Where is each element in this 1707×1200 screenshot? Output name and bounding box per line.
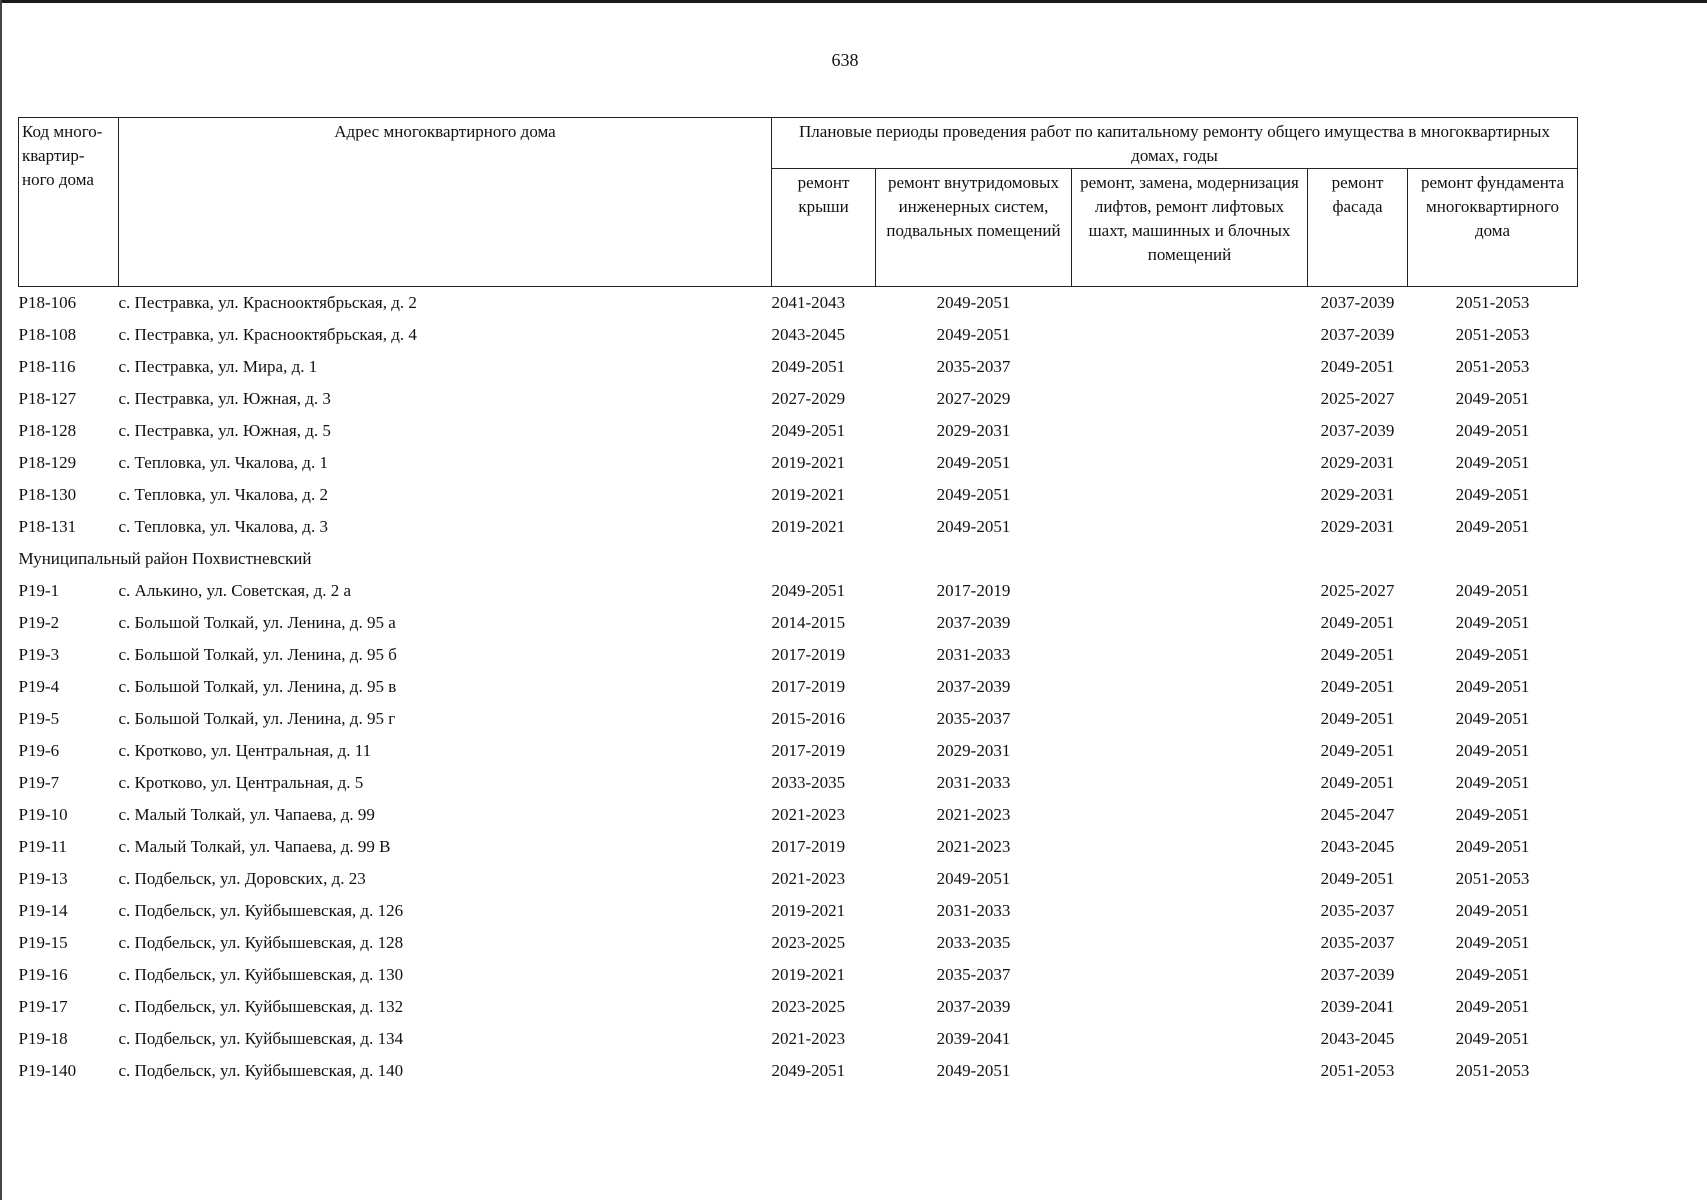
cell-foundation: 2049-2051 — [1455, 645, 1530, 664]
cell-foundation: 2049-2051 — [1455, 773, 1530, 792]
table-row — [19, 479, 1578, 511]
cell-facade: 2035-2037 — [1320, 901, 1395, 920]
scan-frame-top — [0, 0, 1707, 3]
cell-code: Р19-5 — [18, 709, 60, 728]
cell-address: с. Подбельск, ул. Доровских, д. 23 — [118, 869, 366, 888]
cell-elevators — [1072, 863, 1308, 895]
table-row — [19, 639, 1578, 671]
cell-facade: 2049-2051 — [1320, 613, 1395, 632]
cell-foundation: 2049-2051 — [1455, 805, 1530, 824]
cell-facade: 2029-2031 — [1320, 453, 1395, 472]
cell-code: Р19-2 — [18, 613, 60, 632]
cell-facade: 2025-2027 — [1320, 389, 1395, 408]
cell-code: Р18-106 — [18, 293, 77, 312]
table-row — [19, 351, 1578, 383]
cell-elevators — [1072, 447, 1308, 479]
cell-address: с. Кротково, ул. Центральная, д. 5 — [118, 773, 364, 792]
cell-facade: 2049-2051 — [1320, 645, 1395, 664]
cell-roof: 2017-2019 — [771, 677, 846, 696]
cell-systems: 2035-2037 — [936, 709, 1011, 728]
table-row — [19, 1055, 1578, 1087]
cell-roof: 2041-2043 — [771, 293, 846, 312]
cell-roof: 2017-2019 — [771, 837, 846, 856]
cell-foundation: 2051-2053 — [1455, 325, 1530, 344]
cell-foundation: 2049-2051 — [1455, 677, 1530, 696]
cell-code: Р19-4 — [18, 677, 60, 696]
section-row — [19, 543, 1578, 575]
cell-roof: 2019-2021 — [771, 485, 846, 504]
cell-roof: 2019-2021 — [771, 517, 846, 536]
cell-code: Р18-108 — [18, 325, 77, 344]
header-code: Код много-квартир-ного дома — [19, 118, 119, 287]
cell-facade: 2029-2031 — [1320, 517, 1395, 536]
cell-systems: 2027-2029 — [936, 389, 1011, 408]
cell-roof: 2033-2035 — [771, 773, 846, 792]
cell-facade: 2037-2039 — [1320, 421, 1395, 440]
cell-elevators — [1072, 927, 1308, 959]
cell-roof: 2027-2029 — [771, 389, 846, 408]
header-roof: ремонт крыши — [772, 169, 876, 287]
cell-roof: 2043-2045 — [771, 325, 846, 344]
cell-code: Р19-15 — [18, 933, 68, 952]
cell-code: Р18-116 — [18, 357, 76, 376]
header-elevators: ремонт, замена, модернизация лифтов, ремонт лифтовых шахт, машинных и блочных помещений — [1072, 169, 1308, 287]
cell-address: с. Подбельск, ул. Куйбышевская, д. 128 — [118, 933, 404, 952]
cell-elevators — [1072, 511, 1308, 543]
table-row — [19, 287, 1578, 320]
cell-code: Р19-1 — [18, 581, 60, 600]
cell-foundation: 2051-2053 — [1455, 293, 1530, 312]
cell-systems: 2037-2039 — [936, 677, 1011, 696]
cell-facade: 2049-2051 — [1320, 677, 1395, 696]
cell-elevators — [1072, 639, 1308, 671]
cell-elevators — [1072, 703, 1308, 735]
cell-foundation: 2049-2051 — [1455, 997, 1530, 1016]
cell-code: Р19-13 — [18, 869, 68, 888]
table-row — [19, 799, 1578, 831]
cell-roof: 2021-2023 — [771, 869, 846, 888]
cell-address: с. Подбельск, ул. Куйбышевская, д. 134 — [118, 1029, 404, 1048]
cell-foundation: 2049-2051 — [1455, 485, 1530, 504]
cell-elevators — [1072, 991, 1308, 1023]
cell-facade: 2045-2047 — [1320, 805, 1395, 824]
header-foundation: ремонт фундамента многоквартирного дома — [1408, 169, 1578, 287]
cell-facade: 2029-2031 — [1320, 485, 1395, 504]
cell-code: Р19-7 — [18, 773, 60, 792]
cell-facade: 2043-2045 — [1320, 1029, 1395, 1048]
cell-code: Р18-127 — [18, 389, 77, 408]
cell-systems: 2021-2023 — [936, 805, 1011, 824]
cell-roof: 2049-2051 — [771, 581, 846, 600]
cell-address: с. Пестравка, ул. Южная, д. 5 — [118, 421, 331, 440]
cell-address: с. Большой Толкай, ул. Ленина, д. 95 г — [118, 709, 396, 728]
cell-systems: 2037-2039 — [936, 613, 1011, 632]
cell-roof: 2049-2051 — [771, 1061, 846, 1080]
cell-address: с. Подбельск, ул. Куйбышевская, д. 126 — [118, 901, 404, 920]
header-facade: ремонт фасада — [1308, 169, 1408, 287]
cell-roof: 2021-2023 — [771, 805, 846, 824]
cell-address: с. Подбельск, ул. Куйбышевская, д. 140 — [118, 1061, 404, 1080]
cell-elevators — [1072, 767, 1308, 799]
table-row — [19, 511, 1578, 543]
cell-code: Р18-131 — [18, 517, 77, 536]
cell-code: Р19-3 — [18, 645, 60, 664]
table-section — [19, 543, 1578, 575]
cell-systems: 2031-2033 — [936, 773, 1011, 792]
cell-systems: 2029-2031 — [936, 421, 1011, 440]
cell-foundation: 2049-2051 — [1455, 421, 1530, 440]
cell-foundation: 2049-2051 — [1455, 709, 1530, 728]
cell-systems: 2049-2051 — [936, 453, 1011, 472]
cell-elevators — [1072, 895, 1308, 927]
cell-facade: 2049-2051 — [1320, 869, 1395, 888]
cell-address: с. Тепловка, ул. Чкалова, д. 2 — [118, 485, 328, 504]
cell-systems: 2017-2019 — [936, 581, 1011, 600]
cell-systems: 2049-2051 — [936, 293, 1011, 312]
table-row — [19, 447, 1578, 479]
table-row — [19, 383, 1578, 415]
table-row — [19, 767, 1578, 799]
cell-elevators — [1072, 959, 1308, 991]
cell-code: Р19-14 — [18, 901, 68, 920]
table-row — [19, 607, 1578, 639]
cell-code: Р18-128 — [18, 421, 77, 440]
cell-foundation: 2049-2051 — [1455, 741, 1530, 760]
cell-foundation: 2049-2051 — [1455, 517, 1530, 536]
table-row — [19, 575, 1578, 607]
cell-code: Р19-16 — [18, 965, 68, 984]
cell-address: с. Тепловка, ул. Чкалова, д. 1 — [118, 453, 328, 472]
cell-elevators — [1072, 479, 1308, 511]
table-row — [19, 895, 1578, 927]
cell-systems: 2029-2031 — [936, 741, 1011, 760]
cell-code: Р19-10 — [18, 805, 68, 824]
cell-systems: 2035-2037 — [936, 357, 1011, 376]
cell-foundation: 2049-2051 — [1455, 837, 1530, 856]
cell-code: Р18-130 — [18, 485, 77, 504]
cell-foundation: 2049-2051 — [1455, 389, 1530, 408]
cell-facade: 2043-2045 — [1320, 837, 1395, 856]
page-number: 638 — [831, 50, 859, 70]
header-address: Адрес многоквартирного дома — [119, 118, 772, 287]
cell-systems: 2033-2035 — [936, 933, 1011, 952]
cell-roof: 2019-2021 — [771, 965, 846, 984]
cell-foundation: 2051-2053 — [1455, 869, 1530, 888]
cell-address: с. Пестравка, ул. Южная, д. 3 — [118, 389, 331, 408]
cell-elevators — [1072, 383, 1308, 415]
cell-systems: 2039-2041 — [936, 1029, 1011, 1048]
cell-elevators — [1072, 735, 1308, 767]
table-row — [19, 671, 1578, 703]
cell-address: с. Кротково, ул. Центральная, д. 11 — [118, 741, 372, 760]
header-systems: ремонт внутридомовых инженерных систем, подвальных помещений — [876, 169, 1072, 287]
cell-systems: 2035-2037 — [936, 965, 1011, 984]
cell-roof: 2019-2021 — [771, 901, 846, 920]
cell-roof: 2014-2015 — [771, 613, 846, 632]
cell-facade: 2037-2039 — [1320, 325, 1395, 344]
table-row — [19, 415, 1578, 447]
cell-systems: 2049-2051 — [936, 869, 1011, 888]
cell-foundation: 2049-2051 — [1455, 933, 1530, 952]
table-row — [19, 959, 1578, 991]
cell-roof: 2017-2019 — [771, 741, 846, 760]
capital-repair-table — [18, 117, 1578, 1087]
cell-elevators — [1072, 831, 1308, 863]
cell-roof: 2021-2023 — [771, 1029, 846, 1048]
cell-systems: 2049-2051 — [936, 517, 1011, 536]
table-row — [19, 319, 1578, 351]
cell-foundation: 2051-2053 — [1455, 357, 1530, 376]
cell-elevators — [1072, 799, 1308, 831]
scan-frame-left — [0, 0, 2, 1200]
cell-foundation: 2049-2051 — [1455, 901, 1530, 920]
cell-address: с. Большой Толкай, ул. Ленина, д. 95 б — [118, 645, 397, 664]
cell-foundation: 2049-2051 — [1455, 1029, 1530, 1048]
cell-facade: 2039-2041 — [1320, 997, 1395, 1016]
cell-systems: 2031-2033 — [936, 645, 1011, 664]
cell-foundation: 2049-2051 — [1455, 453, 1530, 472]
cell-code: Р19-140 — [18, 1061, 77, 1080]
cell-facade: 2037-2039 — [1320, 293, 1395, 312]
cell-foundation: 2049-2051 — [1455, 613, 1530, 632]
table-body-group2 — [19, 575, 1578, 1087]
table-row — [19, 735, 1578, 767]
table-row — [19, 927, 1578, 959]
cell-elevators — [1072, 671, 1308, 703]
section-title: Муниципальный район Похвистневский — [18, 549, 312, 568]
cell-elevators — [1072, 607, 1308, 639]
cell-systems: 2037-2039 — [936, 997, 1011, 1016]
table-row — [19, 1023, 1578, 1055]
cell-facade: 2049-2051 — [1320, 773, 1395, 792]
cell-code: Р19-17 — [18, 997, 68, 1016]
cell-facade: 2049-2051 — [1320, 709, 1395, 728]
cell-systems: 2031-2033 — [936, 901, 1011, 920]
cell-address: с. Малый Толкай, ул. Чапаева, д. 99 — [118, 805, 375, 824]
table-row — [19, 703, 1578, 735]
cell-code: Р19-11 — [18, 837, 67, 856]
table-row — [19, 831, 1578, 863]
cell-code: Р18-129 — [18, 453, 77, 472]
cell-facade: 2035-2037 — [1320, 933, 1395, 952]
table-row — [19, 991, 1578, 1023]
cell-roof: 2017-2019 — [771, 645, 846, 664]
cell-elevators — [1072, 287, 1308, 320]
table-row — [19, 863, 1578, 895]
table-body-group1 — [19, 287, 1578, 544]
cell-roof: 2049-2051 — [771, 421, 846, 440]
cell-address: с. Подбельск, ул. Куйбышевская, д. 130 — [118, 965, 404, 984]
cell-elevators — [1072, 351, 1308, 383]
cell-address: с. Пестравка, ул. Краснооктябрьская, д. 4 — [118, 325, 417, 344]
cell-foundation: 2049-2051 — [1455, 581, 1530, 600]
cell-facade: 2049-2051 — [1320, 741, 1395, 760]
cell-facade: 2049-2051 — [1320, 357, 1395, 376]
cell-systems: 2049-2051 — [936, 485, 1011, 504]
cell-code: Р19-18 — [18, 1029, 68, 1048]
cell-systems: 2049-2051 — [936, 1061, 1011, 1080]
table-header — [19, 118, 1578, 287]
cell-address: с. Большой Толкай, ул. Ленина, д. 95 а — [118, 613, 396, 632]
cell-roof: 2015-2016 — [771, 709, 846, 728]
cell-roof: 2023-2025 — [771, 933, 846, 952]
cell-code: Р19-6 — [18, 741, 60, 760]
cell-address: с. Пестравка, ул. Краснооктябрьская, д. 2 — [118, 293, 417, 312]
cell-address: с. Пестравка, ул. Мира, д. 1 — [118, 357, 318, 376]
cell-address: с. Большой Толкай, ул. Ленина, д. 95 в — [118, 677, 397, 696]
cell-address: с. Малый Толкай, ул. Чапаева, д. 99 В — [118, 837, 391, 856]
cell-facade: 2037-2039 — [1320, 965, 1395, 984]
cell-systems: 2021-2023 — [936, 837, 1011, 856]
cell-foundation: 2049-2051 — [1455, 965, 1530, 984]
cell-roof: 2023-2025 — [771, 997, 846, 1016]
cell-elevators — [1072, 1055, 1308, 1087]
cell-elevators — [1072, 575, 1308, 607]
cell-roof: 2049-2051 — [771, 357, 846, 376]
cell-address: с. Тепловка, ул. Чкалова, д. 3 — [118, 517, 328, 536]
cell-facade: 2025-2027 — [1320, 581, 1395, 600]
cell-roof: 2019-2021 — [771, 453, 846, 472]
cell-elevators — [1072, 319, 1308, 351]
cell-systems: 2049-2051 — [936, 325, 1011, 344]
cell-address: с. Алькино, ул. Советская, д. 2 а — [118, 581, 352, 600]
cell-elevators — [1072, 1023, 1308, 1055]
header-periods: Плановые периоды проведения работ по капитальному ремонту общего имущества в многоквартирных домах, годы — [772, 118, 1578, 169]
cell-facade: 2051-2053 — [1320, 1061, 1395, 1080]
cell-address: с. Подбельск, ул. Куйбышевская, д. 132 — [118, 997, 404, 1016]
cell-elevators — [1072, 415, 1308, 447]
cell-foundation: 2051-2053 — [1455, 1061, 1530, 1080]
